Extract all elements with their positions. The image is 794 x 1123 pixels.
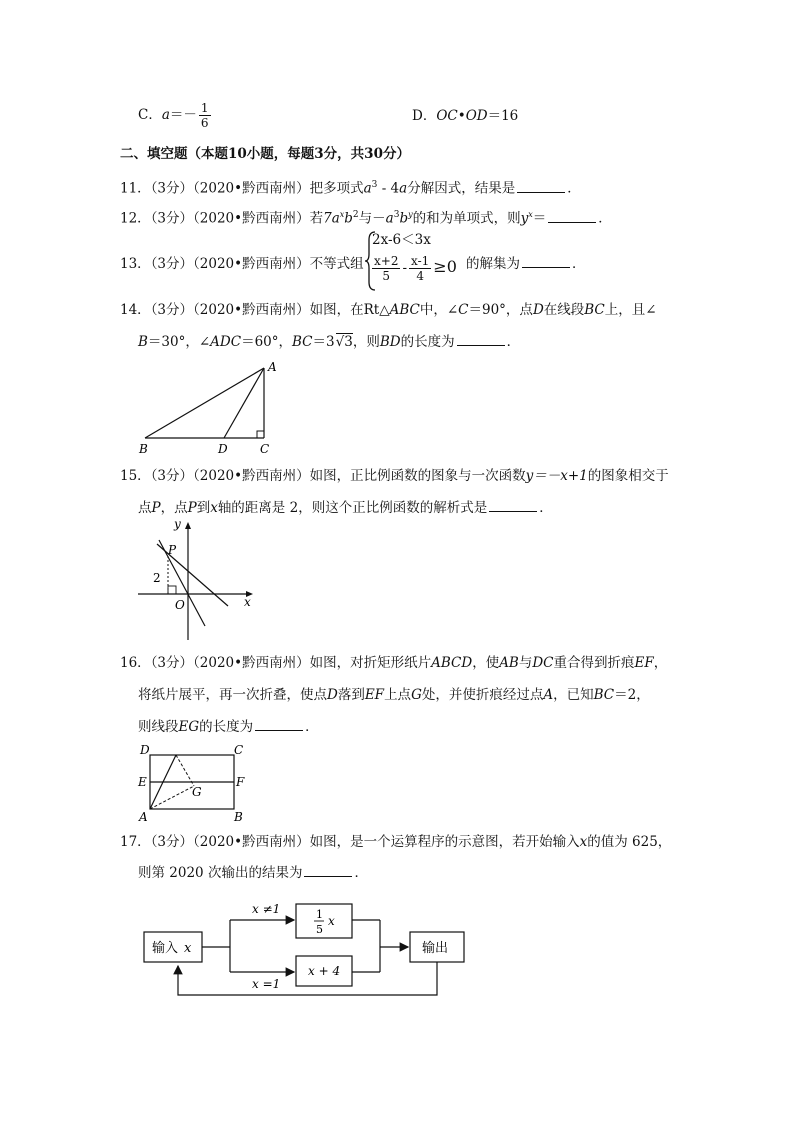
q17-text-c: 则第 2020 次输出的结果为 [138,865,303,881]
q15-answer-blank[interactable] [489,499,537,512]
q14-b: B [138,334,148,350]
q16-text-f: 将纸片展平，再一次折叠，使点 [138,687,327,703]
q16-abcd: ABCD [431,655,473,671]
q12-post: 的和为单项式，则 [412,210,521,227]
option-c-label: C． [138,107,162,123]
q14-bd: BD [379,334,401,350]
q15-graph-figure [135,518,265,646]
q15-source: （3分）（2020•黔西南州） [150,468,310,484]
q15-text-b: 的图象相交于 [587,468,669,484]
q13-ge: ≥0 [433,257,457,276]
q15-p2: P [187,500,197,516]
q11-answer-blank[interactable] [517,180,565,193]
q16-source: （3分）（2020•黔西南州） [150,655,310,671]
q14-bc2: BC [292,334,313,350]
question-16-line3 [138,718,319,736]
q16-text-l: 则线段 [138,719,179,735]
option-d-label: D． [412,108,437,124]
q15-x: x [210,500,218,516]
q16-label-b: B [234,810,243,824]
q16-a: A [543,687,554,703]
q16-label-g: G [192,785,202,799]
option-d-eq: ＝16 [487,108,519,124]
q11-text: 把多项式 [309,180,364,197]
question-15-line2 [138,499,553,517]
q17-source: （3分）（2020•黔西南州） [150,834,310,850]
q17-op1-x: x [328,914,335,928]
q13-number: 13． [120,256,151,272]
q17-op1-num: 1 [316,908,323,921]
q14-text-g: ＝60°， [241,334,293,350]
q14-d: D [532,302,544,318]
q13-frac1-den: 5 [382,269,391,283]
q16-text-c: 与 [518,655,533,671]
question-16-line2 [138,686,650,704]
q12-term1: 7a [323,210,340,227]
option-d [412,107,518,125]
q17-op2-label: x + 4 [308,964,341,978]
q16-eg: EG [178,719,200,735]
q14-text-a: 如图，在Rt△ [309,302,390,318]
q14-text-b: 中，∠ [419,302,459,318]
q13-source: （3分）（2020•黔西南州） [150,256,310,272]
q14-source: （3分）（2020•黔西南州） [150,302,310,318]
question-15-line1 [120,467,669,485]
q16-dc: DC [532,655,554,671]
option-c-den: 6 [200,116,209,130]
q16-label-f: F [236,775,245,789]
q16-g: G [411,687,422,703]
option-c-fraction [199,101,211,130]
q16-text-a: 如图，对折矩形纸片 [309,655,432,671]
q16-number: 16． [120,655,151,671]
q16-text-k: ＝2， [614,687,650,703]
q13-period: ． [572,256,586,272]
question-14-line2 [138,333,520,351]
q12-term1b: b [344,210,353,227]
q16-rectangle-figure [136,740,256,824]
q12-text: 若 [309,210,324,227]
option-d-expr: OC•OD [436,108,488,124]
q15-right-angle-mark [168,586,176,594]
question-13-lead [120,255,364,273]
q16-ab: AB [499,655,519,671]
option-c [138,101,213,130]
q16-period: ． [305,719,319,735]
q13-post: 的解集为 [466,256,520,272]
q12-source: （3分）（2020•黔西南州） [150,210,310,227]
q14-adc: ADC [210,334,242,350]
q14-text-d: 在线段 [543,302,585,318]
q16-label-c: C [234,743,244,757]
q11-source: （3分）（2020•黔西南州） [150,180,310,197]
q12-exp-x: x [339,210,345,219]
q13-text: 不等式组 [309,256,364,272]
q15-p: P [151,500,161,516]
q11-mid: - 4 [377,180,400,197]
q17-x: x [579,834,588,850]
question-14-line1 [120,301,657,319]
q17-op1-den: 5 [316,923,323,936]
q14-text-e: 上，且∠ [604,302,657,318]
q12-answer-blank[interactable] [548,210,596,223]
q17-input-x: x [184,941,192,956]
q14-text-c: ＝90°，点 [468,302,533,318]
q12-number: 12． [120,210,151,227]
q15-text-c: 点 [138,500,152,516]
q14-text-f: ＝30°，∠ [147,334,211,350]
q12-term2: a [385,210,394,227]
q13-inequality-1: 2x-6＜3x [372,232,431,248]
q16-label-e: E [138,775,147,789]
q15-text-a: 如图，正比例函数的图象与一次函数 [309,468,526,484]
q16-text-g: 落到 [337,687,365,703]
q13-inequality-2 [370,254,457,283]
q14-number: 14． [120,302,151,318]
q16-text-b: ，使 [472,655,500,671]
q16-text-i: 处，并使折痕经过点 [421,687,544,703]
question-11 [120,176,581,198]
q14-right-angle-mark [257,431,264,438]
question-13-tail [466,255,586,273]
q17-text-a: 如图，是一个运算程序的示意图，若开始输入 [309,834,580,850]
q11-var-a: a [363,180,372,197]
q11-number: 11． [120,180,151,197]
q17-condition-ne: x ≠1 [252,902,281,916]
q14-triangle-figure [130,358,290,458]
q17-output-label: 输出 [422,941,449,956]
q13-answer-blank[interactable] [522,255,570,268]
q15-text-e: 到 [196,500,211,516]
q13-minus: - [402,260,408,276]
q12-eq: ＝ [532,210,547,227]
q16-text-h: 上点 [384,687,412,703]
q16-text-e: ， [653,655,668,671]
q17-input-label: 输入 [152,941,179,956]
q12-exp3: 3 [393,210,400,220]
q16-d: D [327,687,338,703]
q12-term2b: b [399,210,409,227]
q14-text-i: ，则 [352,334,380,350]
q15-label-2: 2 [153,571,161,585]
q13-frac2-den: 4 [416,269,424,283]
q16-bc: BC [593,687,615,703]
q16-label-d: D [140,743,150,757]
q13-frac2 [409,254,431,283]
q12-yx-base: y [520,210,529,227]
q14-sqrt-val: 3 [344,334,353,350]
q13-frac1-num: x+2 [374,254,399,268]
q14-segment-ad [224,368,264,438]
q15-label-x: x [244,595,251,609]
q14-c: C [458,302,469,318]
q17-text-b: 的值为 625， [587,834,672,850]
q14-label-a: A [268,360,277,374]
q14-answer-blank[interactable] [457,333,505,346]
q11-post: 分解因式，结果是 [407,180,516,197]
q16-dashed-segment-dg [176,755,194,786]
q12-mid: 与－ [358,210,386,227]
q15-y-arrow [185,522,191,529]
q14-text-j: 的长度为 [400,334,455,350]
q15-func: y＝－x+1 [525,468,588,484]
q14-text-h: ＝3 [312,334,335,350]
section-title: 二、填空题（本题10小题，每题3分，共30分） [120,146,410,162]
q14-label-c: C [260,442,270,456]
q14-label-d: D [218,442,228,456]
option-c-eq: ＝－ [169,107,197,123]
q15-label-p: P [168,543,177,557]
q14-segment-ab [145,368,264,438]
option-c-var: a [161,107,170,123]
q11-var-a2: a [399,180,408,197]
q11-exp: 3 [371,180,378,190]
q12-yx-exp: x [528,210,533,219]
question-12 [120,206,612,228]
q16-label-a: A [139,810,148,824]
q12-period: ． [598,210,612,227]
q14-label-b: B [139,442,148,456]
q15-period: ． [539,500,553,516]
q16-text-m: 的长度为 [199,719,254,735]
q14-bc: BC [584,302,605,318]
q15-label-o: O [175,598,185,612]
q14-period: ． [506,334,521,350]
q15-number: 15． [120,468,151,484]
q17-flowchart [136,896,476,1000]
q17-condition-eq: x =1 [252,977,281,991]
q17-answer-blank[interactable] [304,864,352,877]
q14-abc: ABC [389,302,420,318]
q14-sqrt: √3 [335,334,353,350]
q16-text-d: 重合得到折痕 [553,655,635,671]
question-17-line2 [138,864,368,882]
q16-dashed-segment-ag [150,786,194,809]
q16-ef2: EF [364,687,385,703]
q16-answer-blank[interactable] [255,718,303,731]
q12-exp-y: y [408,210,413,219]
q11-period: ． [567,180,581,197]
option-c-num: 1 [200,101,209,115]
q13-frac2-num: x-1 [411,254,430,268]
q17-number: 17． [120,834,151,850]
q12-exp2: 2 [352,210,359,220]
question-17-line1 [120,833,671,851]
q16-text-j: ，已知 [553,687,594,703]
q15-text-d: ，点 [160,500,188,516]
q17-period: ． [354,865,368,881]
q15-text-f: 轴的距离是 2，则这个正比例函数的解析式是 [217,500,488,516]
question-16-line1 [120,654,667,672]
q15-label-y: y [174,518,181,531]
q15-linear-function-line [159,540,205,626]
q16-ef: EF [634,655,654,671]
q13-frac1 [372,254,400,283]
